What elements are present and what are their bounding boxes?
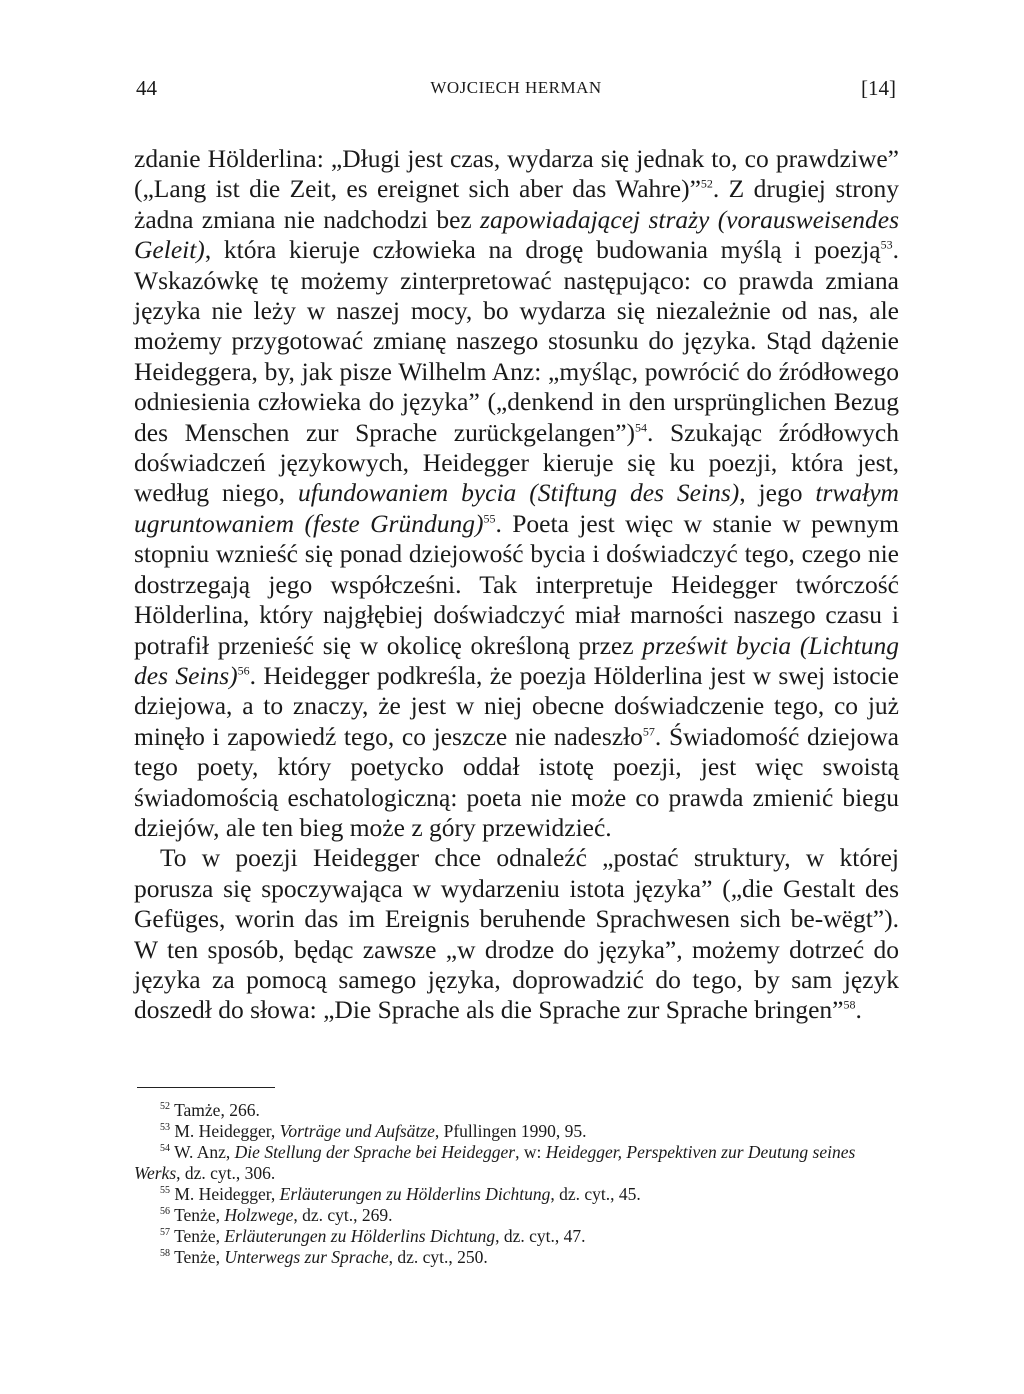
footnote-58 xyxy=(134,1247,894,1268)
footnote-text: , Pfullingen 1990, 95. xyxy=(434,1121,587,1141)
paragraph-2 xyxy=(134,843,899,1025)
text-run: . xyxy=(855,995,862,1025)
footnotes xyxy=(134,1100,894,1268)
footnote-text: , w: xyxy=(515,1142,546,1162)
text-run: , jego xyxy=(739,478,816,508)
text-run: zdanie Hölderlina: „Długi jest czas, wydarza się jednak to, co prawdziwe” („Lang ist die Zeit, es ereignet sich aber das Wahre)” xyxy=(134,144,899,204)
text-run: . Świadomość dziejowa tego poety, który poetycko oddał istotę poezji, jest więc swoistą świadomością eschatologiczną: poeta nie może co prawda zmienić biegu dziejów, ale ten bieg może z góry przewidzieć. xyxy=(134,721,899,842)
text-run: . Z drugiej strony żadna zmiana nie nadchodzi bez xyxy=(134,174,899,234)
footnote-ref-57[interactable]: 57 xyxy=(642,724,655,739)
footnote-text: , dz. cyt., 269. xyxy=(293,1205,393,1225)
footnote-number: 55 xyxy=(160,1185,170,1197)
italic-term: ufundowaniem bycia (Stiftung des Seins) xyxy=(297,478,740,508)
footnote-54 xyxy=(134,1142,894,1184)
footnote-text: Tenże, xyxy=(174,1205,225,1225)
footnote-text: M. Heidegger, xyxy=(174,1121,280,1141)
footnote-title: Heidegger, Perspektiven zur Deutung seines Werks xyxy=(134,1142,856,1183)
main-text xyxy=(134,144,899,1026)
running-head xyxy=(136,76,896,106)
footnote-text: Tenże, xyxy=(174,1226,225,1246)
footnote-ref-53[interactable]: 53 xyxy=(880,237,893,252)
text-run: To w poezji Heidegger chce odnaleźć „postać struktury, w której porusza się spoczywająca w wydarzeniu istota języka” („die Gestalt des Gefüges, worin das im Ereignis beruhende Sprachwesen sich be-wëgt”). W ten sposób, będąc zawsze „w drodze do języka”, możemy dotrzeć do języka za pomocą samego języka, doprowadzić do tego, by sam język doszedł do słowa: „Die Sprache als die Sprache zur Sprache bringen” xyxy=(134,843,899,1025)
footnote-text: Tamże, 266. xyxy=(174,1100,260,1120)
footnote-number: 56 xyxy=(160,1206,170,1218)
footnote-ref-55[interactable]: 55 xyxy=(483,511,496,526)
footnote-text: , dz. cyt., 306. xyxy=(176,1163,276,1183)
footnote-title: Die Stellung der Sprache bei Heidegger xyxy=(234,1142,516,1162)
text-run: . Heidegger podkreśla, że poezja Hölderlina jest w swej istocie dziejowa, a to znaczy, że jest w niej obecne doświadczenie tego, co już minęło i zapowiedź tego, co jeszcze nie nadeszło xyxy=(134,660,900,751)
footnote-number: 57 xyxy=(160,1227,170,1239)
text-run: . Poeta jest więc w stanie w pewnym stopniu wznieść się ponad dziejowość bycia i doświadczyć tego, czego nie dostrzegają jego współcześni. Tak interpretuje Heidegger twórczość Hölderlina, który najgłębiej doświadczyć miał marności naszego czasu i potrafił przenieść się w okolicę określoną przez xyxy=(134,508,899,660)
footnote-55 xyxy=(134,1184,894,1205)
footnote-57 xyxy=(134,1226,894,1247)
footnote-56 xyxy=(134,1205,894,1226)
footnote-text: W. Anz, xyxy=(174,1142,235,1162)
footnote-title: Erläuterungen zu Hölderlins Dichtung xyxy=(279,1184,551,1204)
footnote-title: Vorträge und Aufsätze xyxy=(279,1121,435,1141)
page-number: 44 xyxy=(136,76,157,100)
italic-term: trwałym ugruntowaniem (feste Gründung) xyxy=(134,478,899,538)
footnote-title: Erläuterungen zu Hölderlins Dichtung xyxy=(224,1226,496,1246)
footnote-ref-58[interactable]: 58 xyxy=(843,997,856,1012)
text-run: , która kieruje człowieka na drogę budowania myślą i poezją xyxy=(204,235,881,265)
footnote-text: , dz. cyt., 250. xyxy=(388,1247,488,1267)
section-number: [14] xyxy=(861,76,896,100)
paragraph-1 xyxy=(134,144,899,843)
footnote-text: , dz. cyt., 47. xyxy=(495,1226,586,1246)
footnote-title: Unterwegs zur Sprache xyxy=(224,1247,389,1267)
text-run: . Szukając źródłowych doświadczeń językowych, Heidegger kieruje się ku poezji, która jest, według niego, xyxy=(134,417,899,508)
footnote-number: 54 xyxy=(160,1143,170,1155)
text-run: . Wskazówkę tę możemy zinterpretować następująco: co prawda zmiana języka nie leży w naszej mocy, bo wydarza się niezależnie od nas, ale możemy przygotować zmianę naszego stosunku do języka. Stąd dążenie Heideggera, by, jak pisze Wilhelm Anz: „myśląc, powrócić do źródłowego odniesienia człowieka do języka” („denkend in den ursprünglichen Bezug des Menschen zur Sprache zurückgelangen”) xyxy=(134,235,899,447)
italic-term: prześwit bycia (Lichtung des Seins) xyxy=(134,630,899,690)
footnote-text: , dz. cyt., 45. xyxy=(550,1184,641,1204)
italic-term: zapowiadającej straży (vorausweisendes Geleit) xyxy=(134,204,899,265)
footnote-text: Tenże, xyxy=(174,1247,225,1267)
footnote-number: 53 xyxy=(160,1122,170,1134)
footnote-53 xyxy=(134,1121,894,1142)
footnote-text: M. Heidegger, xyxy=(174,1184,280,1204)
footnote-number: 52 xyxy=(160,1101,170,1113)
footnote-separator xyxy=(137,1087,275,1088)
footnote-ref-54[interactable]: 54 xyxy=(635,420,648,435)
footnote-title: Holzwege xyxy=(224,1205,294,1225)
footnote-ref-56[interactable]: 56 xyxy=(237,663,250,678)
running-title: WOJCIECH HERMAN xyxy=(430,78,602,97)
footnote-number: 58 xyxy=(160,1248,170,1260)
footnote-ref-52[interactable]: 52 xyxy=(700,176,713,191)
footnote-52 xyxy=(134,1100,894,1121)
